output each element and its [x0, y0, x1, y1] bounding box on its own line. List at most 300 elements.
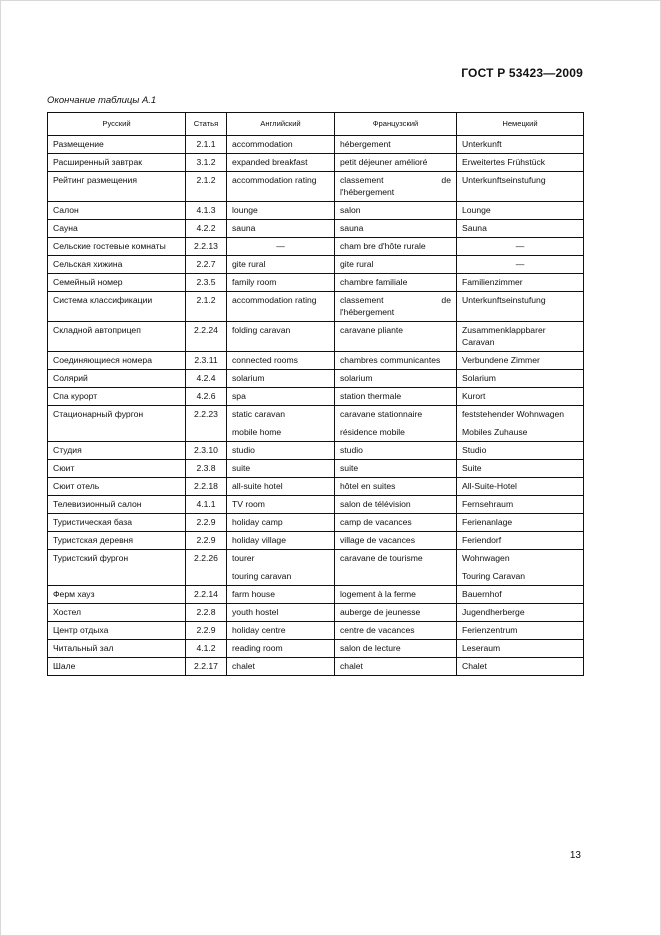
cell-german: [457, 478, 584, 496]
cell-french: [335, 658, 457, 676]
cell-article: [186, 532, 227, 550]
cell-german: [457, 154, 584, 172]
term-french: caravane de tourisme: [340, 553, 423, 563]
article-number: 2.2.23: [194, 409, 218, 419]
term-russian: Студия: [53, 445, 82, 455]
cell-english: [227, 238, 335, 256]
cell-english: [227, 220, 335, 238]
term-english: holiday centre: [232, 625, 286, 635]
term-german: Kurort: [462, 391, 486, 401]
table-row: [48, 292, 584, 322]
cell-english: [227, 514, 335, 532]
article-number: 2.2.9: [196, 517, 216, 527]
term-english: accommodation rating: [232, 175, 317, 185]
cell-german: [457, 256, 584, 274]
term-french: chalet: [340, 661, 363, 671]
term-german: Unterkunftseinstufung: [462, 295, 546, 305]
term-english: accommodation rating: [232, 295, 317, 305]
cell-french: [335, 172, 457, 202]
cell-article: [186, 640, 227, 658]
term-english: all-suite hotel: [232, 481, 283, 491]
cell-russian: [48, 406, 186, 442]
term-german: feststehender Wohnwagen: [462, 409, 565, 419]
term-english-alt: touring caravan: [232, 571, 292, 581]
cell-german: [457, 370, 584, 388]
term-german-alt: Touring Caravan: [462, 571, 526, 581]
term-german: Lounge: [462, 205, 491, 215]
cell-russian: [48, 256, 186, 274]
term-english: connected rooms: [232, 355, 298, 365]
cell-russian: [48, 622, 186, 640]
cell-russian: [48, 292, 186, 322]
cell-article: [186, 154, 227, 172]
column-header-english: Английский: [227, 113, 335, 136]
cell-french: [335, 640, 457, 658]
table-row: [48, 172, 584, 202]
cell-english: [227, 154, 335, 172]
term-german: Bauernhof: [462, 589, 502, 599]
article-number: 4.2.2: [196, 223, 216, 233]
cell-german: [457, 586, 584, 604]
term-german: Ferienzentrum: [462, 625, 518, 635]
cell-russian: [48, 442, 186, 460]
term-french: centre de vacances: [340, 625, 415, 635]
cell-french: [335, 442, 457, 460]
cell-english: [227, 586, 335, 604]
term-french: salon de lecture: [340, 643, 401, 653]
table-row: [48, 256, 584, 274]
term-russian: Стационарный фургон: [53, 409, 144, 419]
term-english-alt: mobile home: [232, 427, 282, 437]
cell-article: [186, 658, 227, 676]
term-german: Ferienanlage: [462, 517, 513, 527]
cell-english: [227, 292, 335, 322]
table-caption: Окончание таблицы А.1: [47, 95, 157, 106]
cell-french: [335, 460, 457, 478]
term-german: Erweitertes Frühstück: [462, 157, 546, 167]
term-russian: Сельская хижина: [53, 259, 123, 269]
article-number: 4.1.2: [196, 643, 216, 653]
cell-german: [457, 532, 584, 550]
term-german: —: [515, 241, 525, 251]
cell-german: [457, 460, 584, 478]
table-row: [48, 220, 584, 238]
cell-russian: [48, 550, 186, 586]
cell-german: [457, 238, 584, 256]
cell-article: [186, 370, 227, 388]
table-row: [48, 202, 584, 220]
cell-english: [227, 496, 335, 514]
document-title: ГОСТ Р 53423—2009: [461, 66, 583, 80]
article-number: 3.1.2: [196, 157, 216, 167]
cell-french: [335, 202, 457, 220]
term-german: Solarium: [462, 373, 496, 383]
cell-russian: [48, 220, 186, 238]
table-row: [48, 274, 584, 292]
cell-english: [227, 406, 335, 442]
table-row: [48, 478, 584, 496]
term-english: youth hostel: [232, 607, 279, 617]
table-row: [48, 586, 584, 604]
cell-article: [186, 238, 227, 256]
term-russian: Читальный зал: [53, 643, 114, 653]
cell-article: [186, 478, 227, 496]
article-number: 2.2.18: [194, 481, 218, 491]
cell-german: [457, 352, 584, 370]
column-header-french: Французский: [335, 113, 457, 136]
term-french: classement de l'hébergement: [340, 175, 451, 197]
term-english: lounge: [232, 205, 258, 215]
term-german: Sauna: [462, 223, 487, 233]
cell-english: [227, 532, 335, 550]
article-number: 2.2.26: [194, 553, 218, 563]
term-french: camp de vacances: [340, 517, 412, 527]
term-french: solarium: [340, 373, 373, 383]
cell-french: [335, 478, 457, 496]
term-german: Wohnwagen: [462, 553, 510, 563]
cell-english: [227, 658, 335, 676]
cell-russian: [48, 478, 186, 496]
cell-article: [186, 406, 227, 442]
term-german: Chalet: [462, 661, 487, 671]
article-number: 2.2.14: [194, 589, 218, 599]
article-number: 2.1.2: [196, 295, 216, 305]
cell-russian: [48, 322, 186, 352]
term-russian: Сельские гостевые комнаты: [53, 241, 166, 251]
table-row: [48, 136, 584, 154]
term-english: tourer: [232, 553, 255, 563]
cell-russian: [48, 514, 186, 532]
term-russian: Ферм хауз: [53, 589, 95, 599]
term-german: Leseraum: [462, 643, 501, 653]
term-russian: Сюит: [53, 463, 75, 473]
cell-english: [227, 442, 335, 460]
column-header-article: Статья: [186, 113, 227, 136]
term-french: hébergement: [340, 139, 391, 149]
table-row: [48, 370, 584, 388]
cell-article: [186, 202, 227, 220]
term-english: spa: [232, 391, 246, 401]
term-russian: Солярий: [53, 373, 88, 383]
cell-french: [335, 256, 457, 274]
term-english: TV room: [232, 499, 265, 509]
cell-article: [186, 586, 227, 604]
cell-russian: [48, 136, 186, 154]
cell-german: [457, 658, 584, 676]
term-russian: Семейный номер: [53, 277, 123, 287]
table-row: [48, 460, 584, 478]
cell-french: [335, 514, 457, 532]
table-body: [48, 136, 584, 676]
term-english: —: [276, 241, 285, 251]
cell-article: [186, 172, 227, 202]
cell-article: [186, 442, 227, 460]
cell-english: [227, 478, 335, 496]
term-russian: Рейтинг размещения: [53, 175, 137, 185]
cell-german: [457, 322, 584, 352]
cell-german: [457, 640, 584, 658]
table-row: [48, 406, 584, 442]
cell-english: [227, 604, 335, 622]
cell-german: [457, 604, 584, 622]
cell-french: [335, 604, 457, 622]
term-english: gite rural: [232, 259, 266, 269]
cell-english: [227, 460, 335, 478]
cell-russian: [48, 496, 186, 514]
cell-english: [227, 322, 335, 352]
cell-german: [457, 220, 584, 238]
term-english: accommodation: [232, 139, 293, 149]
term-french: salon: [340, 205, 361, 215]
term-german: All-Suite-Hotel: [462, 481, 517, 491]
term-english: studio: [232, 445, 255, 455]
cell-french: [335, 550, 457, 586]
term-english: solarium: [232, 373, 265, 383]
cell-german: [457, 442, 584, 460]
column-header-german: Немецкий: [457, 113, 584, 136]
term-english: farm house: [232, 589, 275, 599]
article-number: 2.2.24: [194, 325, 218, 335]
cell-article: [186, 220, 227, 238]
page-number: 13: [569, 850, 581, 861]
term-german: Familienzimmer: [462, 277, 523, 287]
cell-french: [335, 154, 457, 172]
article-number: 4.2.6: [196, 391, 216, 401]
cell-russian: [48, 202, 186, 220]
article-number: 2.3.5: [196, 277, 216, 287]
term-french: petit déjeuner amélioré: [340, 157, 428, 167]
cell-german: [457, 550, 584, 586]
table-row: [48, 322, 584, 352]
cell-article: [186, 136, 227, 154]
cell-article: [186, 622, 227, 640]
cell-russian: [48, 388, 186, 406]
table-row: [48, 514, 584, 532]
cell-french: [335, 274, 457, 292]
term-russian: Размещение: [53, 139, 104, 149]
cell-german: [457, 406, 584, 442]
term-russian: Складной автоприцеп: [53, 325, 141, 335]
term-french: logement à la ferme: [340, 589, 416, 599]
term-french: gite rural: [340, 259, 374, 269]
cell-french: [335, 622, 457, 640]
cell-german: [457, 136, 584, 154]
term-english: expanded breakfast: [232, 157, 308, 167]
term-german: Suite: [462, 463, 482, 473]
cell-english: [227, 352, 335, 370]
term-french: caravane stationnaire: [340, 409, 423, 419]
table-row: [48, 640, 584, 658]
cell-french: [335, 586, 457, 604]
term-french: caravane pliante: [340, 325, 404, 335]
term-english: sauna: [232, 223, 256, 233]
article-number: 2.3.11: [194, 355, 218, 365]
table-row: [48, 658, 584, 676]
table-row: [48, 604, 584, 622]
cell-french: [335, 496, 457, 514]
article-number: 4.2.4: [196, 373, 216, 383]
cell-russian: [48, 532, 186, 550]
cell-article: [186, 514, 227, 532]
term-russian: Туристский фургон: [53, 553, 129, 563]
cell-article: [186, 460, 227, 478]
cell-article: [186, 496, 227, 514]
cell-russian: [48, 604, 186, 622]
term-russian: Туристическая база: [53, 517, 133, 527]
term-english: reading room: [232, 643, 283, 653]
column-header-russian: Русский: [48, 113, 186, 136]
cell-french: [335, 322, 457, 352]
term-russian: Соединяющиеся номера: [53, 355, 152, 365]
term-french: chambre familiale: [340, 277, 408, 287]
term-english: holiday camp: [232, 517, 283, 527]
cell-article: [186, 604, 227, 622]
cell-german: [457, 496, 584, 514]
cell-english: [227, 640, 335, 658]
cell-russian: [48, 172, 186, 202]
term-german-alt: Mobiles Zuhause: [462, 427, 528, 437]
article-number: 2.2.13: [194, 241, 218, 251]
term-french: salon de télévision: [340, 499, 411, 509]
table-row: [48, 550, 584, 586]
table-row: [48, 238, 584, 256]
term-german: Feriendorf: [462, 535, 502, 545]
term-french: studio: [340, 445, 363, 455]
term-english: folding caravan: [232, 325, 291, 335]
cell-english: [227, 202, 335, 220]
cell-german: [457, 292, 584, 322]
article-number: 2.2.7: [196, 259, 216, 269]
cell-german: [457, 202, 584, 220]
cell-russian: [48, 640, 186, 658]
term-french: auberge de jeunesse: [340, 607, 421, 617]
article-number: 2.3.8: [196, 463, 216, 473]
term-russian: Расширенный завтрак: [53, 157, 142, 167]
term-french: classement de l'hébergement: [340, 295, 451, 317]
term-french: village de vacances: [340, 535, 416, 545]
term-german: Unterkunft: [462, 139, 502, 149]
term-russian: Спа курорт: [53, 391, 98, 401]
term-french: hôtel en suites: [340, 481, 396, 491]
cell-german: [457, 274, 584, 292]
cell-article: [186, 352, 227, 370]
cell-article: [186, 274, 227, 292]
cell-russian: [48, 238, 186, 256]
article-number: 2.2.9: [196, 625, 216, 635]
term-french: chambres communicantes: [340, 355, 441, 365]
term-russian: Система классификации: [53, 295, 153, 305]
cell-english: [227, 256, 335, 274]
table-row: [48, 388, 584, 406]
term-english: family room: [232, 277, 277, 287]
term-russian: Сюит отель: [53, 481, 100, 491]
term-russian: Хостел: [53, 607, 82, 617]
cell-french: [335, 136, 457, 154]
term-french: suite: [340, 463, 359, 473]
article-number: 4.1.3: [196, 205, 216, 215]
cell-russian: [48, 586, 186, 604]
term-russian: Центр отдыха: [53, 625, 109, 635]
term-french: sauna: [340, 223, 364, 233]
cell-article: [186, 550, 227, 586]
term-german: Jugendherberge: [462, 607, 525, 617]
cell-french: [335, 370, 457, 388]
table-row: [48, 352, 584, 370]
term-french: cham bre d'hôte rurale: [340, 241, 426, 251]
cell-article: [186, 292, 227, 322]
term-german: —: [515, 259, 525, 269]
cell-german: [457, 172, 584, 202]
term-german: Zusammenklappbarer Caravan: [462, 325, 546, 347]
cell-english: [227, 550, 335, 586]
term-french-alt: résidence mobile: [340, 427, 405, 437]
cell-english: [227, 274, 335, 292]
cell-english: [227, 388, 335, 406]
article-number: 2.2.17: [194, 661, 218, 671]
cell-english: [227, 370, 335, 388]
term-german: Studio: [462, 445, 487, 455]
cell-english: [227, 172, 335, 202]
article-number: 4.1.1: [196, 499, 216, 509]
cell-russian: [48, 274, 186, 292]
cell-french: [335, 352, 457, 370]
term-german: Fernsehraum: [462, 499, 514, 509]
cell-russian: [48, 370, 186, 388]
cell-article: [186, 388, 227, 406]
cell-article: [186, 256, 227, 274]
article-number: 2.2.9: [196, 535, 216, 545]
table-row: [48, 622, 584, 640]
term-english: chalet: [232, 661, 255, 671]
cell-french: [335, 388, 457, 406]
cell-russian: [48, 154, 186, 172]
cell-english: [227, 622, 335, 640]
term-english: suite: [232, 463, 251, 473]
article-number: 2.1.1: [196, 139, 216, 149]
cell-russian: [48, 460, 186, 478]
term-french: station thermale: [340, 391, 402, 401]
table-row: [48, 496, 584, 514]
term-german: Verbundene Zimmer: [462, 355, 540, 365]
cell-french: [335, 406, 457, 442]
table-row: [48, 532, 584, 550]
terms-table: [47, 112, 584, 676]
term-english: holiday village: [232, 535, 286, 545]
article-number: 2.1.2: [196, 175, 216, 185]
term-russian: Салон: [53, 205, 79, 215]
cell-french: [335, 292, 457, 322]
cell-french: [335, 238, 457, 256]
table-header-row: [48, 113, 584, 136]
term-english: static caravan: [232, 409, 286, 419]
cell-french: [335, 532, 457, 550]
cell-german: [457, 622, 584, 640]
cell-english: [227, 136, 335, 154]
table-row: [48, 442, 584, 460]
article-number: 2.2.8: [196, 607, 216, 617]
cell-german: [457, 514, 584, 532]
cell-article: [186, 322, 227, 352]
table-row: [48, 154, 584, 172]
cell-russian: [48, 352, 186, 370]
cell-russian: [48, 658, 186, 676]
cell-french: [335, 220, 457, 238]
term-russian: Туристская деревня: [53, 535, 134, 545]
term-russian: Шале: [53, 661, 76, 671]
cell-german: [457, 388, 584, 406]
article-number: 2.3.10: [194, 445, 218, 455]
term-russian: Сауна: [53, 223, 78, 233]
